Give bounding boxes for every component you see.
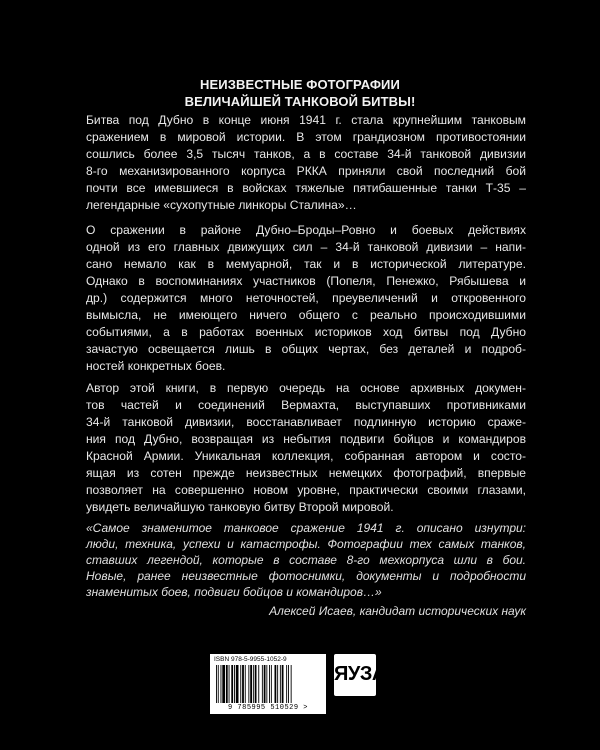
quote-line: люди, техника, успехи и катастрофы. Фотографии тех самых танков,: [86, 537, 526, 551]
paragraph-line: сано немало как в мемуарной, так и в исторической литературе.: [86, 257, 526, 271]
paragraph-line: др.) содержится много неточностей, преувеличений и откровенного: [86, 291, 526, 305]
quote-line: Новые, ранее неизвестные фотоснимки, документы и подробности: [86, 569, 526, 583]
cover-heading: [0, 76, 600, 110]
paragraph-line: легендарные «сухопутные линкоры Сталина»…: [86, 198, 357, 212]
publisher-logo-text: ЯУЗА: [334, 663, 386, 685]
barcode-bar: [248, 665, 249, 703]
quote-line: знаменитых боев, подвиги бойцов и командиров…»: [86, 585, 382, 599]
paragraph-line: Однако в воспоминаниях участников (Попеля, Пенежко, Рябышева и: [86, 274, 526, 288]
paragraph-line: одной из его главных движущих сил – 34-й танковой дивизии – напи-: [86, 240, 526, 254]
barcode-bar: [277, 665, 278, 703]
barcode-bar: [266, 665, 267, 703]
barcode-bar: [218, 665, 219, 703]
isbn-label: ISBN 978-5-9955-1052-9: [214, 656, 287, 663]
paragraph-line: увидеть величайшую танковую битву Второй мировой.: [86, 500, 394, 514]
barcode-bar: [240, 665, 241, 703]
paragraph-line: О сражении в районе Дубно–Броды–Ровно и боевых действиях: [86, 223, 526, 237]
barcode-bar: [253, 665, 254, 703]
paragraph-line: 34-й танковой дивизии, восстанавливает подлинную историю сраже-: [86, 415, 526, 429]
paragraph-1: [86, 112, 526, 214]
barcode-bar: [242, 665, 244, 703]
barcode-bar: [280, 665, 281, 703]
publisher-logo: [334, 654, 386, 696]
paragraph-line: сражением в мировой истории. В этом грандиозном противостоянии: [86, 130, 526, 144]
paragraph-line: Автор этой книги, в первую очередь на основе архивных докумен-: [86, 381, 526, 395]
barcode-bar: [282, 665, 284, 703]
paragraph-line: сошлись более 3,5 тысяч танков, а в составе 34-й танковой дивизии: [86, 147, 526, 161]
paragraph-2: [86, 222, 526, 375]
paragraph-line: 8-го механизированного корпуса РККА приняли свой последний бой: [86, 164, 526, 178]
heading-line-1: НЕИЗВЕСТНЫЕ ФОТОГРАФИИ: [200, 77, 400, 92]
barcode-bar: [245, 665, 246, 703]
heading-line-2: ВЕЛИЧАЙШЕЙ ТАНКОВОЙ БИТВЫ!: [184, 94, 416, 109]
barcode-bar: [288, 665, 289, 703]
paragraph-line: Красной Армии. Уникальная коллекция, собранная автором и состо-: [86, 449, 526, 463]
barcode-bar: [286, 665, 287, 703]
barcode-bar: [275, 665, 277, 703]
barcode-bar: [264, 665, 266, 703]
barcode-bar: [250, 665, 252, 703]
paragraph-line: тов частей и соединений Вермахта, выступавших противниками: [86, 398, 526, 412]
paragraph-line: почти все имевшиеся в войсках тяжелые пятибашенные танки Т-35 –: [86, 181, 526, 195]
isbn-barcode: [210, 654, 326, 714]
barcode-bar: [255, 665, 257, 703]
review-quote: [86, 520, 526, 600]
paragraph-line: ностей конкретных боев.: [86, 359, 226, 373]
barcode-bar: [226, 665, 228, 703]
barcode-bar: [269, 665, 270, 703]
paragraph-line: вымысла, не имеющего ничего общего с реально происходившими: [86, 308, 526, 322]
quote-line: ставших легендой, которые в составе 8-го мехкорпуса шли в бои.: [86, 553, 526, 567]
barcode-bar: [229, 665, 230, 703]
paragraph-3: [86, 380, 526, 516]
quote-attribution: Алексей Исаев, кандидат исторических наук: [269, 604, 526, 618]
barcode-bar: [262, 665, 263, 703]
paragraph-line: Битва под Дубно в конце июня 1941 г. стала крупнейшим танковым: [86, 113, 526, 127]
barcode-bar: [234, 665, 235, 703]
barcode-bar: [291, 665, 292, 703]
paragraph-line: ния под Дубно, возвращая из небытия подвиги бойцов и командиров: [86, 432, 526, 446]
barcode-bar: [221, 665, 222, 703]
paragraph-line: ящая из сотен прежде неизвестных немецких фотографий, впервые: [86, 466, 526, 480]
quote-line: «Самое знаменитое танковое сражение 1941 г. описано изнутри:: [86, 521, 526, 535]
paragraph-line: событиями, а в работах военных историков ход битвы под Дубно: [86, 325, 526, 339]
paragraph-line: зачастую освещается лишь в общих чертах, без деталей и подроб-: [86, 342, 526, 356]
barcode-bar: [222, 665, 225, 703]
barcode-bars: [216, 665, 320, 703]
barcode-digits: 9 785995 510529 >: [228, 704, 308, 712]
paragraph-line: позволяет на совершенно новом уровне, практически своими глазами,: [86, 483, 526, 497]
barcode-bar: [258, 665, 259, 703]
barcode-bar: [236, 665, 239, 703]
barcode-bar: [216, 665, 217, 703]
barcode-bar: [231, 665, 233, 703]
barcode-bar: [271, 665, 272, 703]
